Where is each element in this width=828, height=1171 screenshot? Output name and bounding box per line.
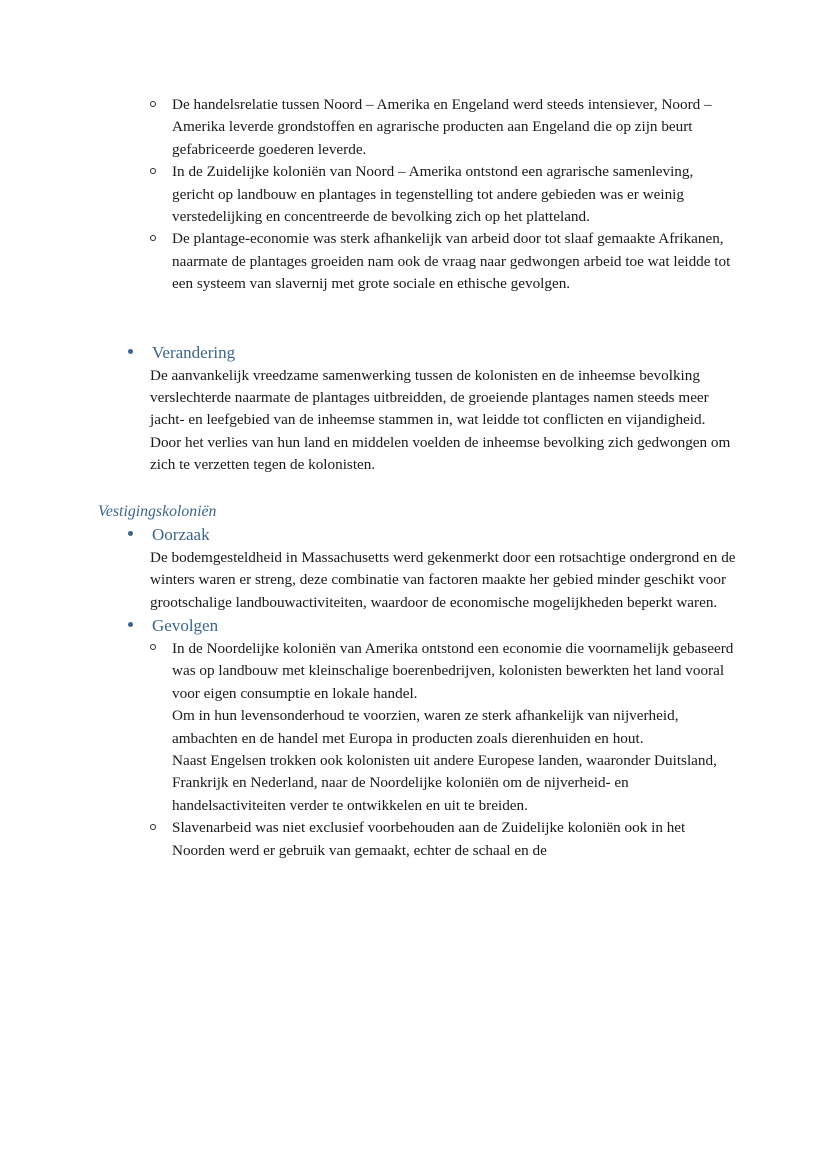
subheading-gevolgen: Gevolgen [152, 615, 219, 635]
list-item [96, 94, 736, 161]
paragraph: Naast Engelsen trokken ook kolonisten uit andere Europese landen, waaronder Duitsland, Frankrijk en Nederland, naar de Noordelijke koloniën om de nijverheid- en handelsactiviteiten verder te ontwikkelen en uit te breiden. [172, 751, 717, 814]
spacer [96, 296, 736, 341]
list-item-text: De plantage-economie was sterk afhankelijk van arbeid door tot slaaf gemaakte Afrikanen, naarmate de plantages groeiden nam ook de vraag naar gedwongen arbeid toe wat leidde tot een systeem van slavernij met grote sociale en ethische gevolgen. [172, 230, 731, 293]
hollow-circle-bullet-icon [150, 101, 156, 107]
hollow-circle-bullet-icon [150, 235, 156, 241]
list-item-text: Slavenarbeid was niet exclusief voorbehouden aan de Zuidelijke koloniën ook in het Noorden werd er gebruik van gemaakt, echter de schaal en de [172, 819, 686, 859]
section-heading: Vestigingskoloniën [98, 502, 217, 520]
paragraph: Om in hun levensonderhoud te voorzien, waren ze sterk afhankelijk van nijverheid, ambachten en de handel met Europa in producten zoals dierenhuiden en hout. [172, 707, 679, 747]
top-level2-list [96, 94, 736, 296]
subheading-verandering: Verandering [152, 342, 236, 362]
spacer [96, 477, 736, 500]
list-item [96, 341, 736, 365]
list-item [96, 817, 736, 862]
section-vestigingskolonien [96, 500, 736, 862]
hollow-circle-bullet-icon [150, 168, 156, 174]
list-item-text: In de Zuidelijke koloniën van Noord – Amerika ontstond een agrarische samenleving, gericht op landbouw en plantages in tegenstelling tot andere gebieden was er weinig verstedelijking en concentreerde de bevolking zich op het platteland. [172, 163, 694, 226]
subheading-oorzaak: Oorzaak [152, 524, 210, 544]
list-item [96, 638, 736, 705]
paragraph: De bodemgesteldheid in Massachusetts werd gekenmerkt door een rotsachtige ondergrond en de winters waren er streng, deze combinatie van factoren maakte her gebied minder geschikt voor grootschalige landbouwactiviteiten, waardoor de economische mogelijkheden beperkt waren. [150, 548, 736, 611]
disc-bullet-icon [128, 349, 133, 354]
list-item [96, 161, 736, 228]
paragraph: De aanvankelijk vreedzame samenwerking tussen de kolonisten en de inheemse bevolking verslechterde naarmate de plantages uitbreidden, de groeiende plantages namen steeds meer jacht- en leefgebied van de inheemse stammen in, wat leidde tot conflicten en vijandigheid. [150, 366, 709, 429]
list-item-text: In de Noordelijke koloniën van Amerika ontstond een economie die voornamelijk gebaseerd was op landbouw met kleinschalige boerenbedrijven, kolonisten bewerkten het land vooral voor eigen consumptie en lokale handel. [172, 639, 734, 702]
document-body [96, 94, 736, 862]
list-item-text: De handelsrelatie tussen Noord – Amerika en Engeland werd steeds intensiever, Noord – Amerika leverde grondstoffen en agrarische producten aan Engeland die op zijn beurt gefabriceerde goederen leverde. [172, 96, 712, 158]
paragraph: Door het verlies van hun land en middelen voelden de inheemse bevolking zich gedwongen om zich te verzetten tegen de kolonisten. [150, 433, 731, 474]
hollow-circle-bullet-icon [150, 824, 156, 830]
list-item [96, 523, 736, 547]
hollow-circle-bullet-icon [150, 644, 156, 650]
section-verandering [96, 341, 736, 477]
disc-bullet-icon [128, 531, 133, 536]
list-item [96, 228, 736, 295]
disc-bullet-icon [128, 622, 133, 627]
list-item [96, 614, 736, 638]
